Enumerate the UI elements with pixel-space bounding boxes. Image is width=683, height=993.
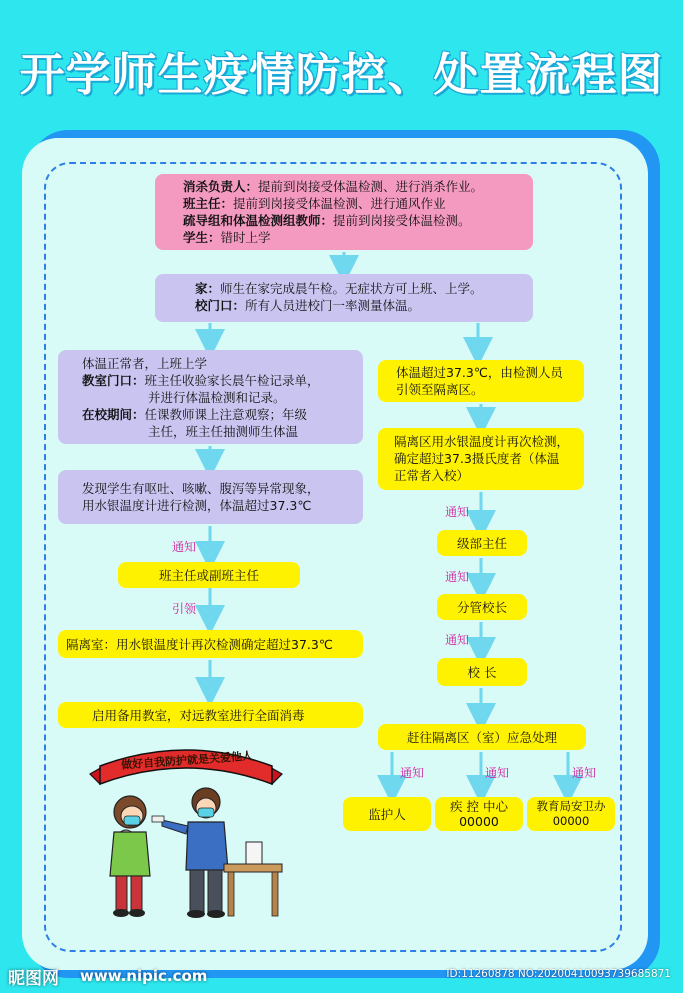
- isolation-room-box: 隔离室：用水银温度计再次检测确定超过37.3℃: [58, 630, 363, 658]
- table-figure: [224, 842, 282, 916]
- grade-director-box: 级部主任: [437, 530, 527, 556]
- head-teacher-box: 班主任或副班主任: [118, 562, 300, 588]
- watermark-site: www.nipic.com: [80, 967, 208, 985]
- notify-label: 通知: [400, 766, 425, 780]
- symptom-box: 发现学生有呕吐、咳嗽、腹泻等异常现象， 用水银温度计进行检测，体温超过37.3℃: [58, 470, 363, 524]
- temperature-check-illustration: [96, 786, 286, 922]
- fever-box: 体温超过37.3℃，由检测人员 引领至隔离区。: [378, 360, 584, 402]
- recheck-box: 隔离区用水银温度计再次检测， 确定超过37.3摄氏度者（体温 正常者入校）: [378, 428, 584, 490]
- staff-duty-box: 消杀负责人：提前到岗接受体温检测、进行消杀作业。 班主任：提前到岗接受体温检测、进行通风作业 疏导组和体温检测组教师：提前到岗接受体温检测。 学生：错时上学: [155, 174, 533, 250]
- emergency-box: 赶往隔离区（室）应急处理: [378, 724, 586, 750]
- education-bureau-box: 教育局安卫办 00000: [527, 797, 615, 831]
- checker-figure: [152, 788, 228, 918]
- lead-label: 引领: [172, 602, 197, 616]
- banner-text: 做好自我防护就是关爱他人: [120, 749, 254, 772]
- notify-label: 通知: [172, 540, 197, 554]
- notify-label: 通知: [572, 766, 597, 780]
- page-title: 开学师生疫情防控、处置流程图: [19, 48, 664, 101]
- notify-label: 通知: [445, 570, 470, 584]
- notify-label: 通知: [445, 633, 470, 647]
- guardian-box: 监护人: [343, 797, 431, 831]
- notify-label: 通知: [485, 766, 510, 780]
- student-figure: [110, 796, 150, 917]
- home-gate-box: 家：师生在家完成晨午检。无症状方可上班、上学。 校门口：所有人员进校门一率测量体温。: [155, 274, 533, 322]
- watermark-logo: 昵图网: [8, 969, 59, 989]
- principal-box: 校 长: [437, 658, 527, 686]
- cdc-box: 疾 控 中心 00000: [435, 797, 523, 831]
- vice-principal-box: 分管校长: [437, 594, 527, 620]
- notify-label: 通知: [445, 505, 470, 519]
- normal-temperature-box: 体温正常者，上班上学 教室门口：班主任收验家长晨午检记录单， 并进行体温检测和记录。 在校期间：任课教师课上注意观察；年级 主任，班主任抽测师生体温: [58, 350, 363, 444]
- disinfection-box: 启用备用教室，对远教室进行全面消毒: [58, 702, 363, 728]
- watermark-id: ID:11260878 NO:20200410093739685871: [446, 968, 671, 980]
